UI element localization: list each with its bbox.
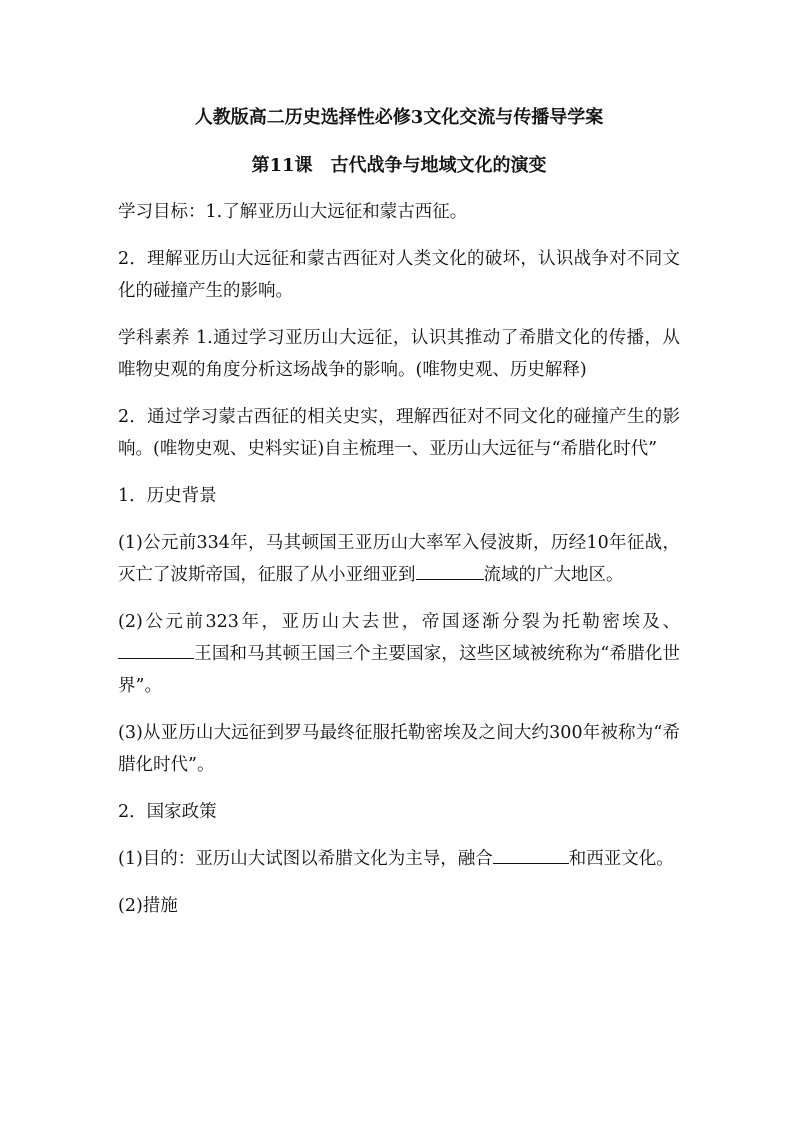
document-title: 人教版高二历史选择性必修3文化交流与传播导学案 — [194, 107, 604, 128]
background-item-1-text-after: 流域的广大地区。 — [483, 565, 624, 585]
policy-item-1-text-after: 和西亚文化。 — [568, 849, 674, 869]
background-item-2-text-after: 王国和马其顿王国三个主要国家，这些区域被统称为“希腊化世界”。 — [118, 644, 680, 696]
policy-item-1-text-before: (1)目的：亚历山大试图以希腊文化为主导，融合 — [118, 849, 493, 869]
fill-blank-1[interactable] — [416, 561, 484, 580]
background-item-2-text-before: (2)公元前323年，亚历山大去世，帝国逐渐分裂为托勒密埃及、 — [118, 612, 680, 632]
background-item-1-text-before: (1)公元前334年，马其顿国王亚历山大率军入侵波斯，历经10年征战，灭亡了波斯帝国，征服了从小亚细亚到 — [118, 533, 680, 585]
learning-goal-2: 2．理解亚历山大远征和蒙古西征对人类文化的破坏，认识战争对不同文化的碰撞产生的影响。 — [118, 249, 680, 301]
policy-item-2: (2)措施 — [118, 896, 178, 916]
background-item-2 — [118, 606, 680, 702]
fill-blank-2[interactable] — [118, 640, 194, 659]
background-item-1 — [118, 527, 680, 591]
document-content — [118, 104, 680, 937]
literacy-goal-2: 2．通过学习蒙古西征的相关史实，理解西征对不同文化的碰撞产生的影响。(唯物史观、史料实证)自主梳理一、亚历山大远征与“希腊化时代” — [118, 407, 680, 459]
background-item-3: (3)从亚历山大远征到罗马最终征服托勒密埃及之间大约300年被称为“希腊化时代”。 — [118, 723, 680, 775]
fill-blank-3[interactable] — [493, 845, 569, 864]
learning-goal-1: 学习目标：1.了解亚历山大远征和蒙古西征。 — [118, 202, 468, 222]
policy-item-1 — [118, 843, 680, 875]
lesson-title: 第11课 古代战争与地域文化的演变 — [251, 155, 547, 176]
literacy-goal-1: 学科素养 1.通过学习亚历山大远征，认识其推动了希腊文化的传播，从唯物史观的角度分析这场战争的影响。(唯物史观、历史解释) — [118, 328, 680, 380]
section-heading-policy: 2．国家政策 — [118, 802, 217, 822]
section-heading-background: 1．历史背景 — [118, 486, 217, 506]
